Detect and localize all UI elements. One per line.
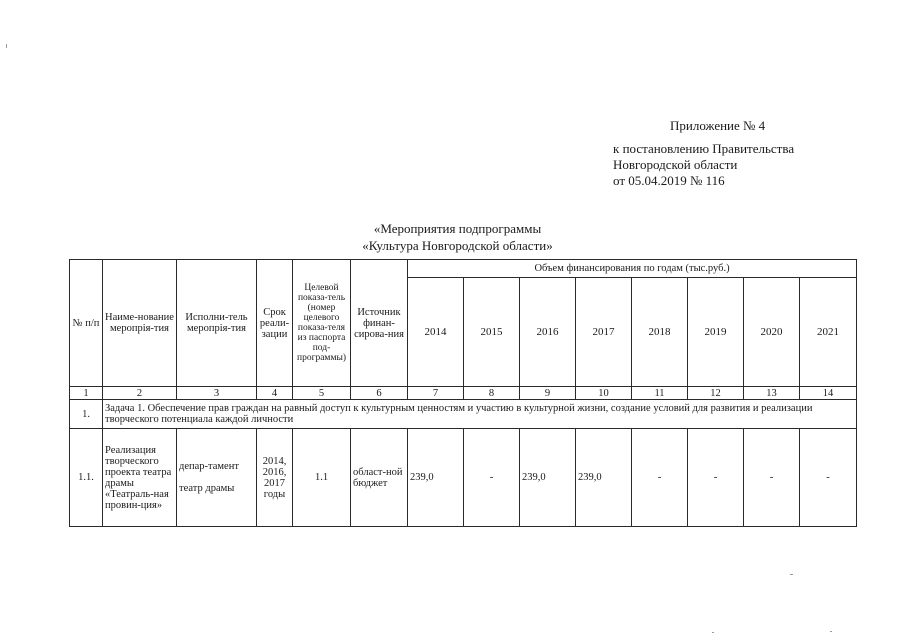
column-number: 2: [103, 387, 177, 400]
item-value: 239,0: [520, 429, 576, 527]
document-title-line-1: «Мероприятия подпрограммы: [373, 221, 542, 236]
scan-speck: [790, 574, 793, 575]
header-target: Целевой показа-тель (номер целевого показа-теля из паспорта под-программы): [293, 260, 351, 387]
item-source: област-ной бюджет: [351, 429, 408, 527]
task-text: Задача 1. Обеспечение прав граждан на равный доступ к культурным ценностям и участию в культурной жизни, создание условий для развития и реализации творческого потенциала каждой личности: [103, 400, 857, 429]
appendix-line-3: от 05.04.2019 № 116: [613, 173, 725, 188]
header-executor: Исполни-тель меропрія-тия: [177, 260, 257, 387]
item-num: 1.1.: [70, 429, 103, 527]
item-value: -: [688, 429, 744, 527]
item-executor-line-1: депар-тамент: [179, 461, 239, 472]
header-term: Срок реали-зации: [257, 260, 293, 387]
header-year: 2020: [744, 278, 800, 387]
header-year: 2017: [576, 278, 632, 387]
item-value: 239,0: [576, 429, 632, 527]
column-number: 11: [632, 387, 688, 400]
appendix-line-1: к постановлению Правительства: [613, 141, 795, 156]
column-number: 9: [520, 387, 576, 400]
document-title-line-2: «Культура Новгородской области»: [362, 238, 553, 253]
header-year: 2014: [408, 278, 464, 387]
measures-table: [69, 259, 857, 527]
item-value: -: [632, 429, 688, 527]
header-year: 2021: [800, 278, 857, 387]
item-executor-line-2: театр драмы: [179, 483, 235, 494]
header-source: Источник финан-сирова-ния: [351, 260, 408, 387]
scan-speck: [6, 44, 7, 48]
column-number: 7: [408, 387, 464, 400]
column-number-row: [70, 387, 857, 400]
item-value: -: [744, 429, 800, 527]
item-term: 2014, 2016, 2017 годы: [257, 429, 293, 527]
item-value: 239,0: [408, 429, 464, 527]
item-value: -: [800, 429, 857, 527]
column-number: 10: [576, 387, 632, 400]
table-row: [70, 429, 857, 527]
column-number: 12: [688, 387, 744, 400]
item-target: 1.1: [293, 429, 351, 527]
column-number: 3: [177, 387, 257, 400]
appendix-block: [613, 118, 794, 189]
header-funding: Объем финансирования по годам (тыс.руб.): [408, 260, 857, 278]
column-number: 13: [744, 387, 800, 400]
task-row: [70, 400, 857, 429]
column-number: 4: [257, 387, 293, 400]
item-executor: [177, 429, 257, 527]
scan-speck: [712, 632, 714, 633]
header-year: 2018: [632, 278, 688, 387]
header-num: № п/п: [70, 260, 103, 387]
header-year: 2016: [520, 278, 576, 387]
appendix-line-2: Новгородской области: [613, 157, 738, 172]
header-year: 2015: [464, 278, 520, 387]
header-year: 2019: [688, 278, 744, 387]
column-number: 1: [70, 387, 103, 400]
item-name: Реализация творческого проекта театра драмы «Театраль-ная провин-ция»: [103, 429, 177, 527]
scan-speck: [830, 631, 832, 632]
item-value: -: [464, 429, 520, 527]
column-number: 8: [464, 387, 520, 400]
column-number: 6: [351, 387, 408, 400]
header-name: Наиме-нование меропрія-тия: [103, 260, 177, 387]
column-number: 14: [800, 387, 857, 400]
appendix-title: Приложение № 4: [670, 118, 766, 133]
document-title: [0, 220, 905, 254]
column-number: 5: [293, 387, 351, 400]
task-num: 1.: [70, 400, 103, 429]
